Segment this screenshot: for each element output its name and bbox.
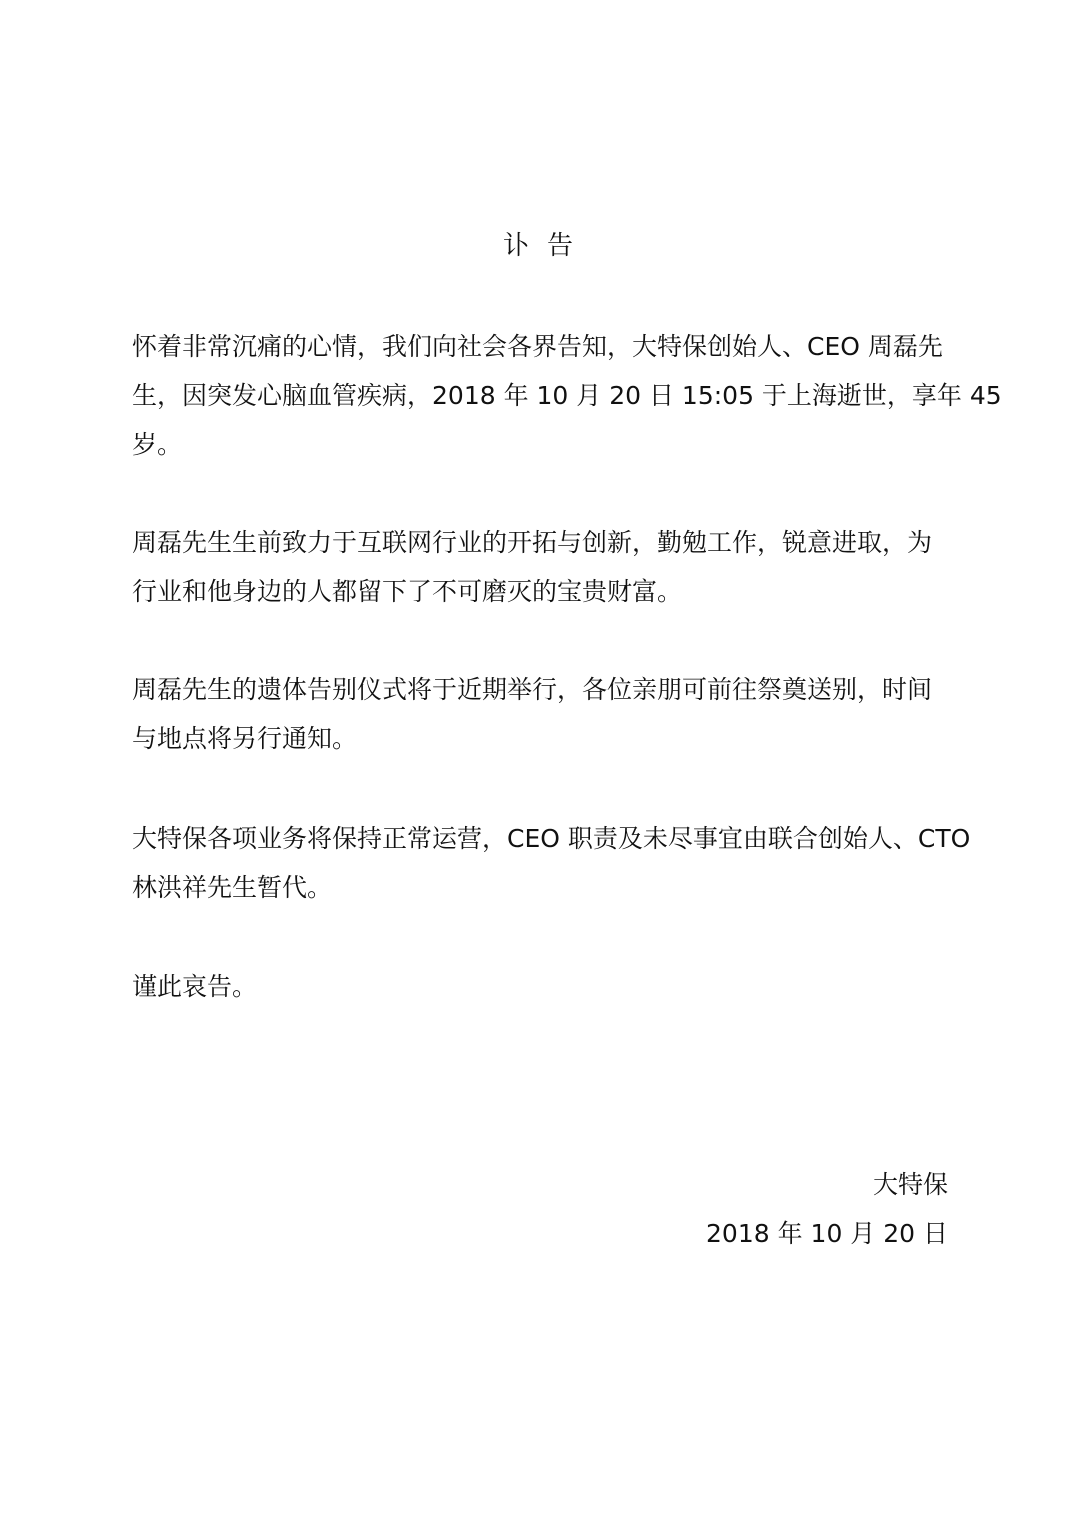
paragraph-line: 大特保各项业务将保持正常运营，CEO 职责及未尽事宜由联合创始人、CTO <box>132 824 971 853</box>
paragraph-line: 怀着非常沉痛的心情，我们向社会各界告知，大特保创始人、CEO 周磊先 <box>132 332 943 361</box>
paragraph-announcement <box>132 322 1002 469</box>
signature-date: 2018 年 10 月 20 日 <box>706 1219 948 1248</box>
paragraph-line: 行业和他身边的人都留下了不可磨灭的宝贵财富。 <box>132 577 683 606</box>
title-char-1: 讣 <box>502 231 531 261</box>
signature-organization: 大特保 <box>872 1170 948 1199</box>
paragraph-line: 林洪祥先生暂代。 <box>132 873 333 902</box>
paragraph-line: 周磊先生生前致力于互联网行业的开拓与创新，勤勉工作，锐意进取，为 <box>132 528 933 557</box>
paragraph-line: 周磊先生的遗体告别仪式将于近期举行，各位亲朋可前往祭奠送别，时间 <box>132 675 933 704</box>
paragraph-line: 谨此哀告。 <box>132 972 258 1001</box>
title-char-2: 告 <box>547 231 576 261</box>
notice-title <box>0 226 1078 266</box>
paragraph-tribute <box>132 518 948 616</box>
paragraph-closing <box>132 962 948 1011</box>
paragraph-farewell-ceremony <box>132 665 948 763</box>
signature-block <box>706 1160 948 1258</box>
paragraph-line: 岁。 <box>132 430 183 459</box>
paragraph-line: 与地点将另行通知。 <box>132 724 358 753</box>
paragraph-line: 生，因突发心脑血管疾病，2018 年 10 月 20 日 15:05 于上海逝世，享年 45 <box>132 381 1002 410</box>
paragraph-business-continuity <box>132 814 971 912</box>
